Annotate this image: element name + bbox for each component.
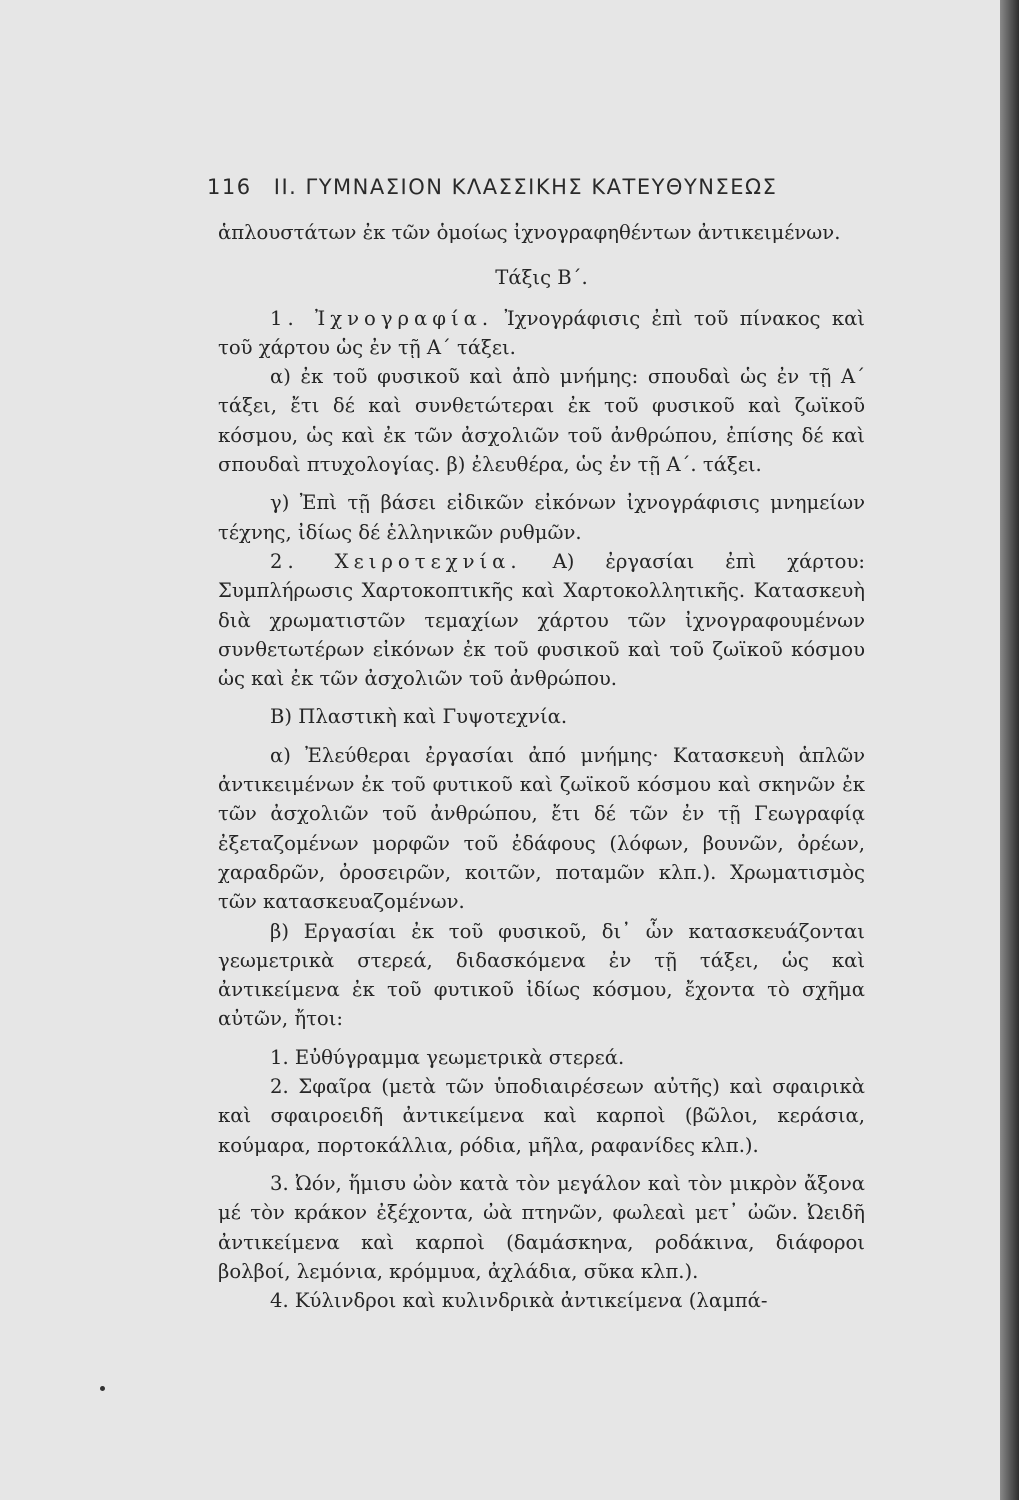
paragraph: γ) Ἐπὶ τῇ βάσει εἰδικῶν εἰκόνων ἰχνογράφισις μνημείων τέχνης, ἰδίως δέ ἑλληνικῶν ρυθμῶν.	[218, 491, 865, 544]
paragraph	[218, 304, 865, 363]
paragraph: Β) Πλαστικὴ καὶ Γυψοτεχνία.	[270, 705, 568, 729]
paragraph: β) Εργασίαι ἐκ τοῦ φυσικοῦ, δι᾿ ὧν κατασκευάζονται γεωμετρικὰ στερεά, διδασκόμενα ἐν τῇ τάξει, ὡς καὶ ἀντικείμενα ἐκ τοῦ φυτικοῦ ἰδίως κόσμου, ἔχοντα τὸ σχῆμα αὐτῶν, ἤτοι:	[218, 919, 865, 1031]
paragraph: ἁπλουστάτων ἐκ τῶν ὁμοίως ἰχνογραφηθέντων ἀντικειμένων.	[218, 221, 841, 244]
item-label: 1. Ἰχνογραφία.	[270, 306, 494, 330]
paragraph	[218, 547, 865, 693]
paragraph: α) ἐκ τοῦ φυσικοῦ καὶ ἀπὸ μνήμης: σπουδαὶ ὡς ἐν τῇ Α΄ τάξει, ἔτι δέ καὶ συνθετώτεραι ἐκ τοῦ φυσικοῦ καὶ ζωϊκοῦ κόσμου, ὡς καὶ ἐκ τῶν ἀσχολιῶν τοῦ ἀνθρώπου, ἐπίσης δέ καὶ σπουδαὶ πτυχολογίας. β) ἐλευθέρα, ὡς ἐν τῇ Α΄. τάξει.	[218, 365, 865, 477]
ink-speck	[100, 1386, 105, 1391]
section-title: Τάξις Β΄.	[495, 266, 588, 290]
page-edge-shadow	[1000, 0, 1019, 1500]
item-text: Α) ἐργασίαι ἐπὶ χάρτου: Συμπλήρωσις Χαρτοκοπτικῆς καὶ Χαρτοκολλητικῆς. Κατασκευὴ διὰ χρωματιστῶν τεμαχίων χάρτου τῶν ἰχνογραφουμένων συνθετωτέρων εἰκόνων ἐκ τοῦ φυσικοῦ καὶ τοῦ ζωϊκοῦ κόσμου ὡς καὶ ἐκ τῶν ἀσχολιῶν τοῦ ἀνθρώπου.	[218, 549, 865, 691]
running-header	[207, 175, 827, 199]
paragraph: 1. Εὐθύγραμμα γεωμετρικὰ στερεά.	[270, 1045, 625, 1069]
paragraph: α) Ἐλεύθεραι ἐργασίαι ἀπό μνήμης· Κατασκευὴ ἁπλῶν ἀντικειμένων ἐκ τοῦ φυτικοῦ καὶ ζωϊκοῦ κόσμου καὶ σκηνῶν ἐκ τῶν ἀσχολιῶν τοῦ ἀνθρώπου, ἔτι δέ τῶν ἐν τῇ Γεωγραφίᾳ ἐξεταζομένων μορφῶν τοῦ ἐδάφους (λόφων, βουνῶν, ὀρέων, χαραδρῶν, ὀροσειρῶν, κοιτῶν, ποταμῶν κλπ.). Χρωματισμὸς τῶν κατασκευαζομένων.	[218, 743, 865, 914]
paragraph: 3. Ὠόν, ἥμισυ ὠὸν κατὰ τὸν μεγάλον καὶ τὸν μικρὸν ἄξονα μέ τὸν κράκον ἐξέχοντα, ὠὰ πτηνῶν, φωλεαὶ μετ᾿ ὠῶν. Ὠειδῆ ἀντικείμενα καὶ καρποὶ (δαμάσκηνα, ροδάκινα, διάφοροι βολβοί, λεμόνια, κρόμμυα, ἀχλάδια, σῦκα κλπ.).	[218, 1171, 865, 1283]
item-label: 2. Χειροτεχνία.	[270, 549, 522, 573]
header-title: ΙΙ. ΓΥΜΝΑΣΙΟΝ ΚΛΑΣΣΙΚΗΣ ΚΑΤΕΥΘΥΝΣΕΩΣ	[273, 175, 778, 199]
paragraph: 4. Κύλινδροι καὶ κυλινδρικὰ ἀντικείμενα (λαμπά-	[270, 1289, 768, 1313]
item-text: Ἰχνογράφισις ἐπὶ τοῦ πίνακος καὶ τοῦ χάρτου ὡς ἐν τῇ Α΄ τάξει.	[218, 306, 865, 359]
paragraph: 2. Σφαῖρα (μετὰ τῶν ὑποδιαιρέσεων αὐτῆς) καὶ σφαιρικὰ καὶ σφαιροειδῆ ἀντικείμενα καὶ καρποὶ (βῶλοι, κεράσια, κούμαρα, πορτοκάλλια, ρόδια, μῆλα, ραφανίδες κλπ.).	[218, 1075, 865, 1157]
page-number: 116	[207, 175, 252, 199]
body-text	[218, 218, 865, 1315]
